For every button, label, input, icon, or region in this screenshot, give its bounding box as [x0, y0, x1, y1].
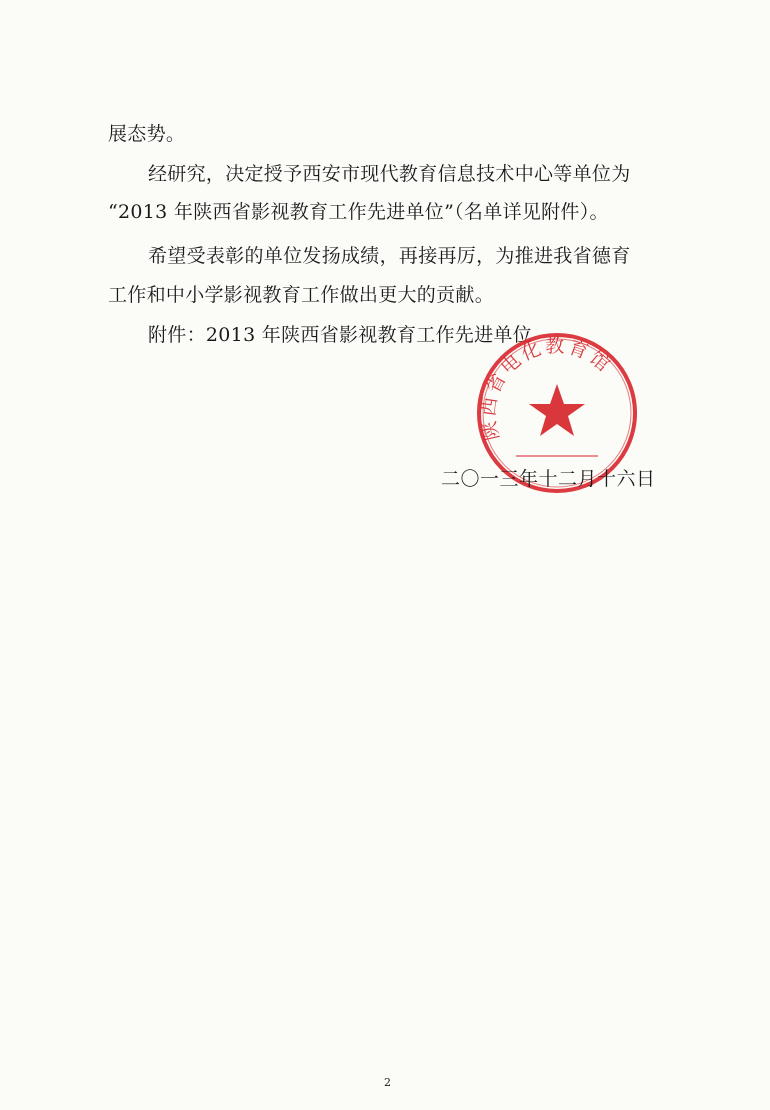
issue-date: 二〇一三年十二月十六日 — [441, 468, 656, 490]
attachment-line: 附件：2013 年陕西省影视教育工作先进单位 — [148, 324, 532, 346]
page-number: 2 — [384, 1076, 391, 1089]
paragraph-line-4: 希望受表彰的单位发扬成绩，再接再厉，为推进我省德育 — [148, 245, 631, 267]
paragraph-line-1: 展态势。 — [108, 123, 186, 145]
paragraph-line-2: 经研究，决定授予西安市现代教育信息技术中心等单位为 — [148, 163, 631, 185]
paragraph-line-5: 工作和中小学影视教育工作做出更大的贡献。 — [108, 284, 495, 306]
svg-text:陕西省电化教育馆: 陕西省电化教育馆 — [477, 335, 617, 443]
seal-star-icon — [529, 384, 585, 436]
paragraph-line-3: “2013 年陕西省影视教育工作先进单位”（名单详见附件）。 — [108, 201, 609, 223]
